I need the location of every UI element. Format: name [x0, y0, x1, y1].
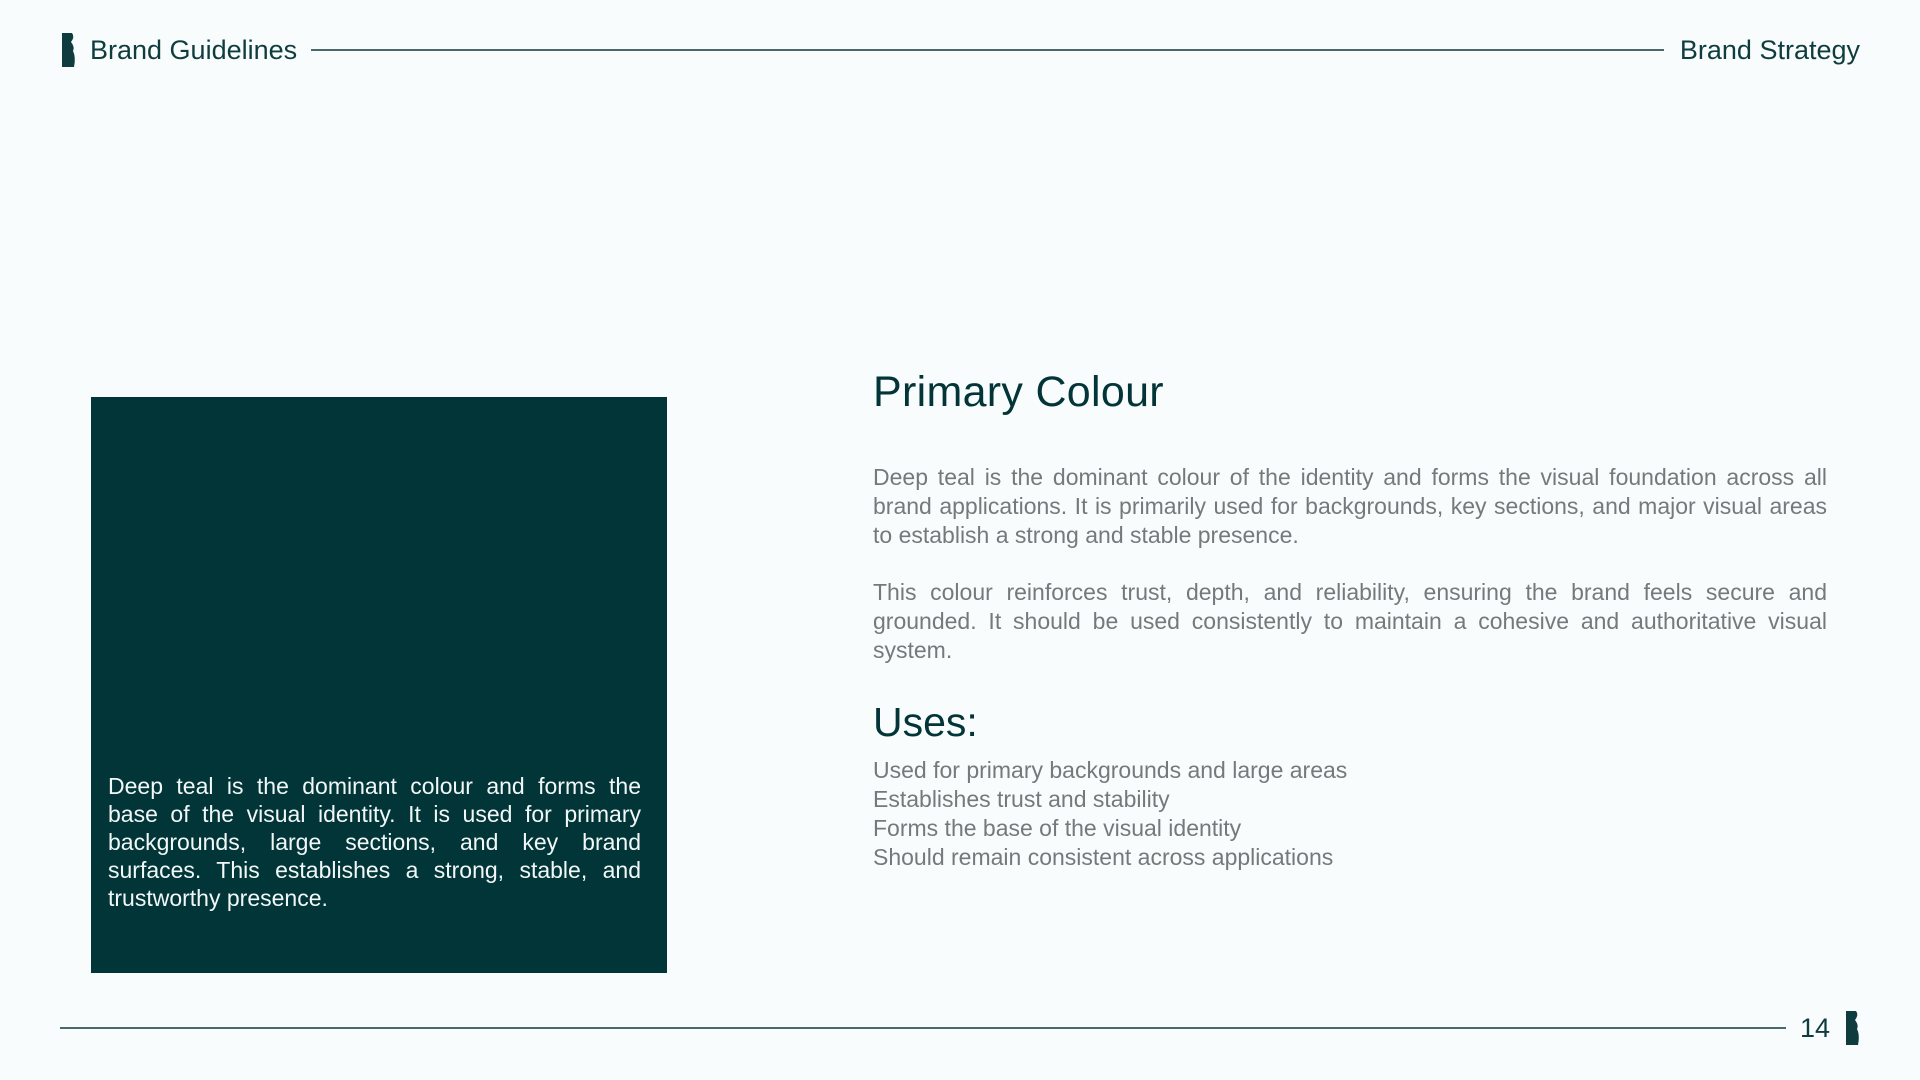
- brand-mark-icon: [60, 31, 76, 69]
- swatch-description: Deep teal is the dominant colour and forms the base of the visual identity. It is used for primary backgrounds, large sections, and key brand surfaces. This establishes a strong, stable, and trustworthy presence.: [108, 773, 641, 911]
- uses-list-item: Establishes trust and stability: [873, 786, 1170, 812]
- primary-colour-content: [873, 368, 1827, 872]
- page-number: 14: [1799, 1012, 1830, 1043]
- uses-list-item: Used for primary backgrounds and large areas: [873, 757, 1348, 783]
- uses-list-item: Should remain consistent across applications: [873, 844, 1334, 870]
- uses-list: [873, 756, 1827, 872]
- page-header: [60, 30, 1860, 70]
- header-divider: [311, 49, 1664, 51]
- header-title-right: Brand Strategy: [1679, 34, 1860, 65]
- header-title-left: Brand Guidelines: [90, 34, 298, 65]
- footer-divider: [60, 1027, 1786, 1029]
- description-paragraph-1: Deep teal is the dominant colour of the identity and forms the visual foundation across all brand applications. It is primarily used for backgrounds, key sections, and major visual areas to establish a strong and stable presence.: [873, 464, 1827, 548]
- primary-colour-swatch: [91, 397, 667, 973]
- page-title: Primary Colour: [873, 368, 1164, 416]
- uses-list-item: Forms the base of the visual identity: [873, 815, 1242, 841]
- brand-mark-icon: [1844, 1009, 1860, 1047]
- description-paragraph-2: This colour reinforces trust, depth, and reliability, ensuring the brand feels secure and grounded. It should be used consistently to maintain a cohesive and authoritative visual system.: [873, 579, 1827, 663]
- page-footer: [60, 1008, 1860, 1048]
- uses-heading: Uses:: [873, 699, 978, 745]
